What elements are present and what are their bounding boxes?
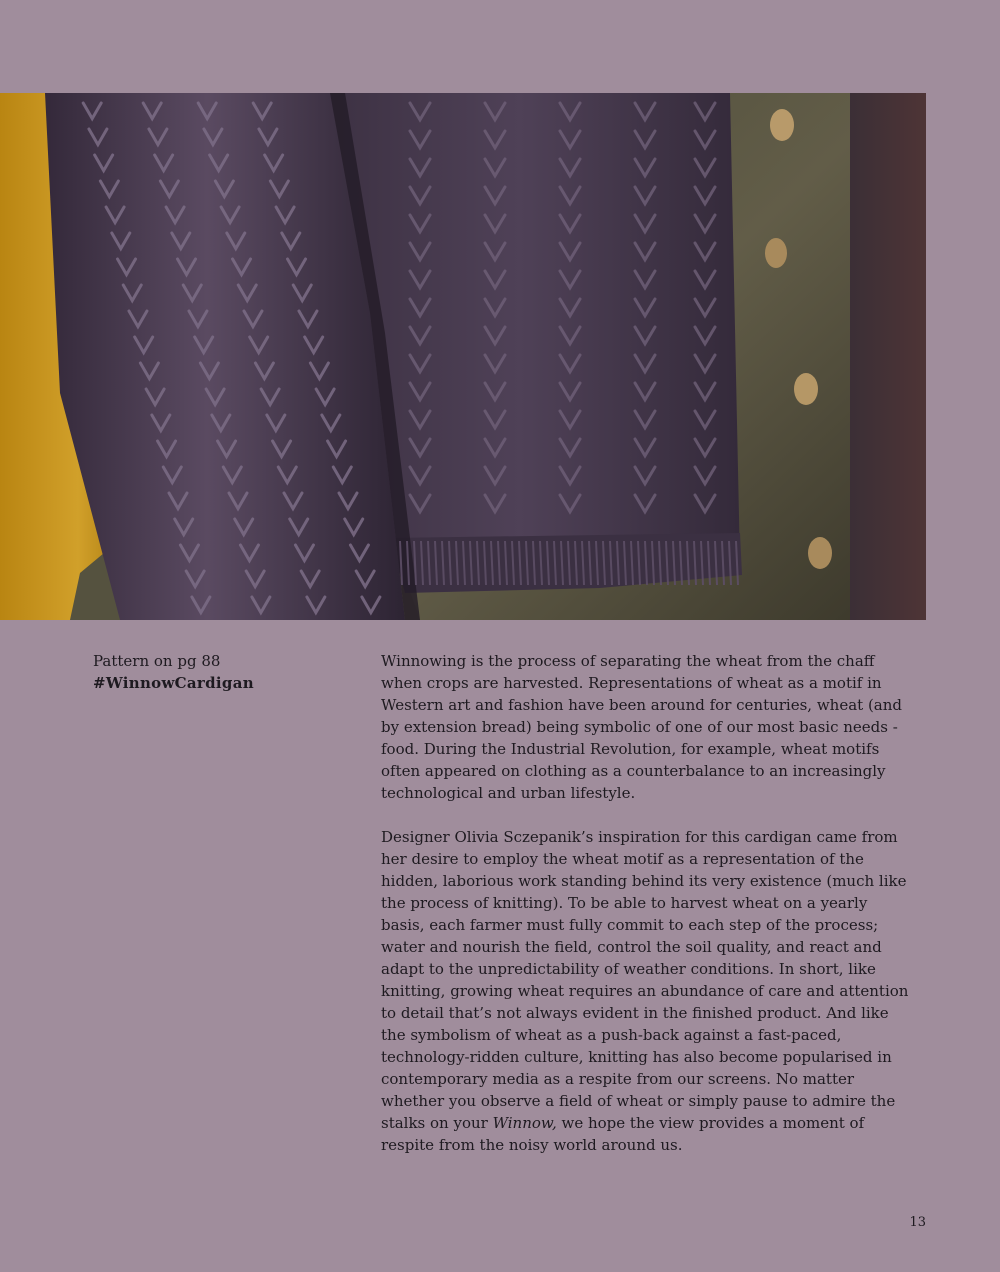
paragraph-2 xyxy=(381,826,915,1156)
page-number: 13 xyxy=(909,1215,926,1230)
paragraph-2-text: Designer Olivia Sczepanik’s inspiration for this cardigan came from her desire to employ the wheat motif as a representation of the hidden, laborious work standing behind its very existence (much like the process of knitting). To be able to harvest wheat on a yearly basis, each farmer must fully commit to each step of the process; water and nourish the field, control the soil quality, and react and adapt to the unpredictability of weather conditions. In short, like knitting, growing wheat requires an abundance of care and attention to detail that’s not always evident in the finished product. And like the symbolism of wheat as a push-back against a fast-paced, technology-ridden culture, knitting has also become popularised in contemporary media as a respite from our screens. No matter whether you observe a field of wheat or simply pause to admire the stalks on your xyxy=(381,828,909,1132)
pattern-hashtag: #WinnowCardigan xyxy=(93,674,254,692)
cardigan-photo-illustration xyxy=(0,93,926,620)
cardigan-photo xyxy=(0,93,926,620)
paragraph-1: Winnowing is the process of separating the wheat from the chaff when crops are harvested. Representations of wheat as a motif in Western art and fashion have been around for centuries, wheat (and by extension bread) being symbolic of one of our most basic needs - food. During the Industrial Revolution, for example, wheat motifs often appeared on clothing as a counterbalance to an increasingly technological and urban lifestyle. xyxy=(381,652,903,802)
article-body xyxy=(381,650,915,1156)
paragraph-2-ending: we hope the view provides a moment of respite from the noisy world around us. xyxy=(381,1114,865,1154)
photo-caption xyxy=(93,650,353,694)
pattern-reference: Pattern on pg 88 xyxy=(93,652,221,670)
pattern-name-italic: Winnow, xyxy=(492,1114,557,1132)
